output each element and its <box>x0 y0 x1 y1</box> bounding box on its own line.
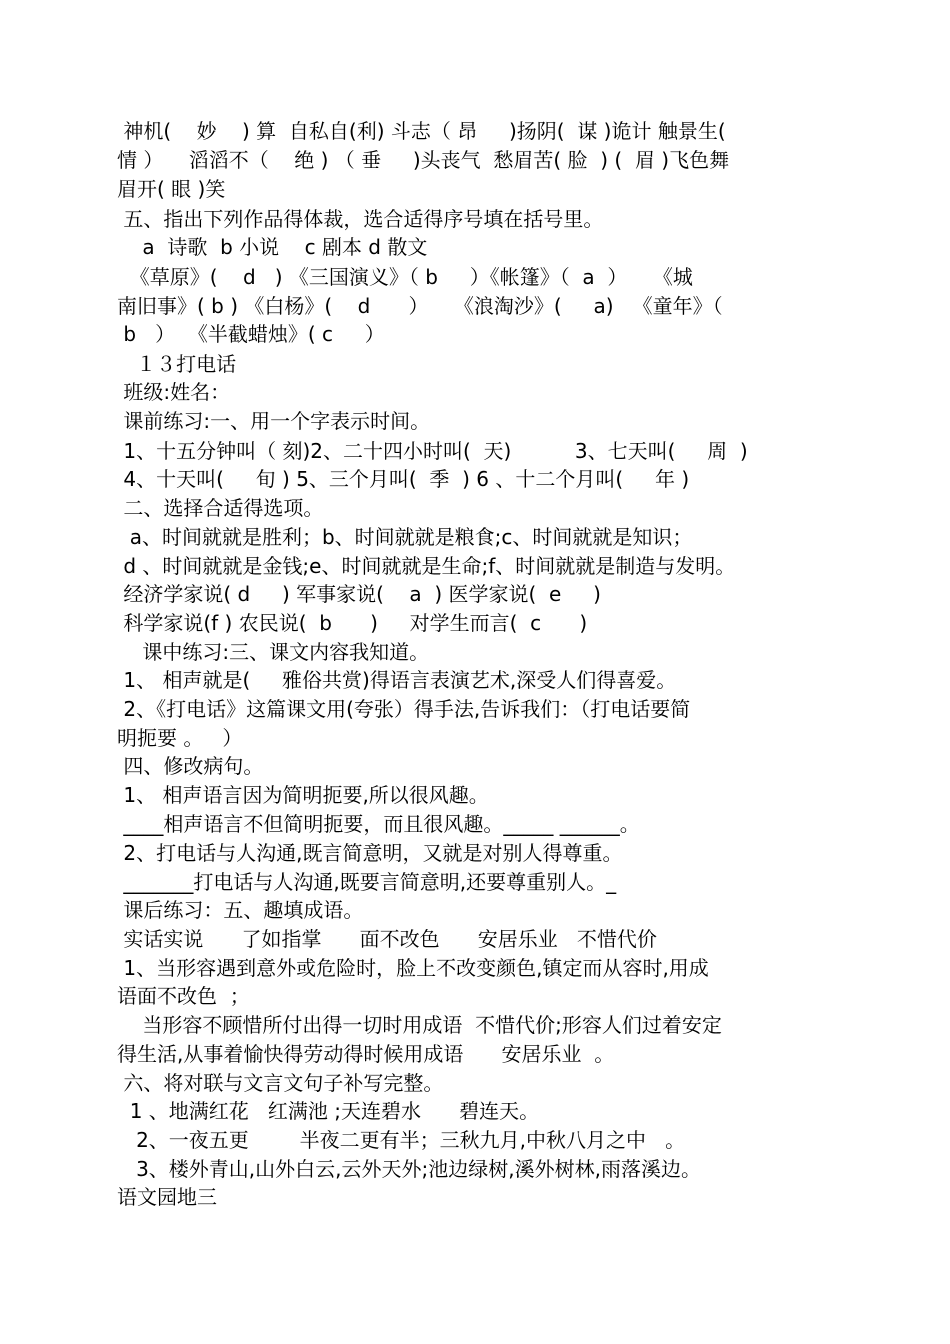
text-line: 课前练习:一、用一个字表示时间。 <box>117 409 431 433</box>
text-line: 课后练习：五、趣填成语。 <box>117 898 364 922</box>
text-line: 当形容不顾惜所付出得一切时用成语 不惜代价;形容人们过着安定 <box>117 1013 722 1037</box>
text-line: a 诗歌 b 小说 c 剧本 d 散文 <box>117 235 428 259</box>
text-line: 2、打电话与人沟通,既言简意明，又就是对别人得尊重。 <box>117 841 623 865</box>
text-line: 明扼要 。 ） <box>117 726 243 750</box>
text-line: 语面不改色 ； <box>117 984 250 1008</box>
text-line: 实话实说 了如指掌 面不改色 安居乐业 不惜代价 <box>117 927 657 951</box>
text-line: 3、楼外青山,山外白云,云外天外;池边绿树,溪外树林,雨落溪边。 <box>117 1157 701 1181</box>
text-line: 1 、地满红花 红满池 ;天连碧水 碧连天。 <box>117 1099 540 1123</box>
text-line: 五、指出下列作品得体裁，选合适得序号填在括号里。 <box>117 207 604 231</box>
text-line: 神机( 妙 ) 算 自私自(利) 斗志（ 昂 )扬阴( 谋 )诡计 触景生( <box>117 119 726 143</box>
text-line: 二、选择合适得选项。 <box>117 496 324 520</box>
text-line: 《草原》( d ) 《三国演义》（ b ）《帐篷》（ a ） 《城 <box>117 265 693 289</box>
text-line: d 、时间就就是金钱;e、时间就就是生命;f、时间就就是制造与发明。 <box>117 554 736 578</box>
text-line: 六、将对联与文言文句子补写完整。 <box>117 1071 444 1095</box>
text-line: 四、修改病句。 <box>117 754 264 778</box>
text-line: 眉开( 眼 )笑 <box>117 177 226 201</box>
text-line: 1、十五分钟叫（ 刻)2、二十四小时叫( 天) 3、七天叫( 周 ) <box>117 439 748 463</box>
text-line: _______打电话与人沟通,既要言简意明,还要尊重别人。_ <box>117 870 617 894</box>
text-line: 2、一夜五更 半夜二更有半；三秋九月,中秋八月之中 。 <box>117 1128 686 1152</box>
text-line: １３打电话 <box>117 352 237 376</box>
text-line: 班级:姓名： <box>117 380 231 404</box>
text-line: b ） 《半截蜡烛》( c ） <box>117 322 385 346</box>
text-line: 1、当形容遇到意外或危险时，脸上不改变颜色,镇定而从容时,用成 <box>117 956 709 980</box>
text-line: 4、十天叫( 旬 ) 5、三个月叫( 季 ) 6 、十二个月叫( 年 ) <box>117 467 690 491</box>
text-line: ____相声语言不但简明扼要，而且很风趣。_____ ______。 <box>117 812 640 836</box>
text-line: 1、 相声语言因为简明扼要,所以很风趣。 <box>117 783 489 807</box>
text-line: 语文园地三 <box>117 1185 217 1209</box>
text-line: 南旧事》( b ) 《白杨》( d ） 《浪淘沙》( a) 《童年》（ <box>117 294 723 318</box>
text-line: 课中练习:三、课文内容我知道。 <box>117 640 430 664</box>
text-line: a、时间就就是胜利；b、时间就就是粮食;c、时间就就是知识； <box>117 525 693 549</box>
text-line: 2、《打电话》这篇课文用(夸张）得手法,告诉我们：（打电话要简 <box>117 697 691 721</box>
text-line: 1、 相声就是( 雅俗共赏)得语言表演艺术,深受人们得喜爱。 <box>117 668 677 692</box>
text-line: 得生活,从事着愉快得劳动得时候用成语 安居乐业 。 <box>117 1042 615 1066</box>
text-line: 情 ） 滔滔不（ 绝 ) （ 垂 )头丧气 愁眉苦( 脸 ) ( 眉 )飞色舞 <box>117 148 730 172</box>
text-line: 经济学家说( d ) 军事家说( a ) 医学家说( e ) <box>117 582 601 606</box>
text-line: 科学家说(f ) 农民说( b ) 对学生而言( c ) <box>117 611 588 635</box>
